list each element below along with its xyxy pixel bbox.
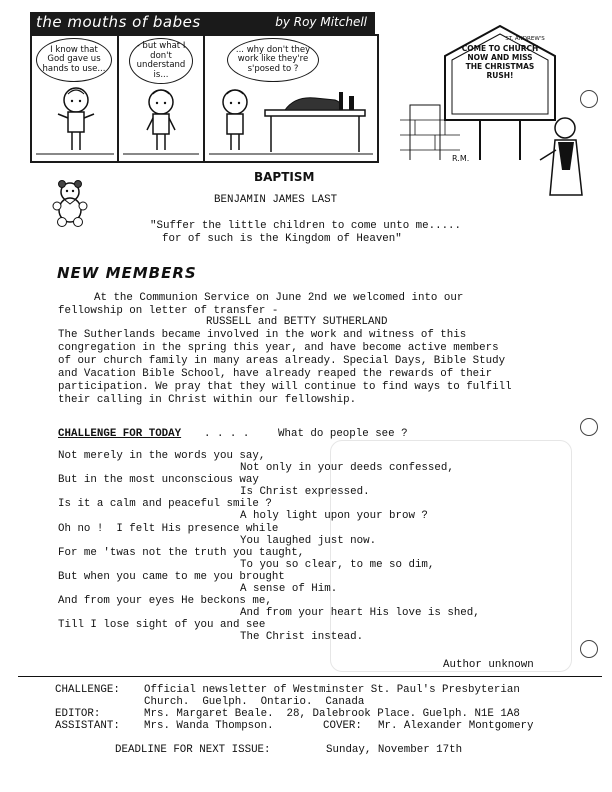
poem-line: Is Christ expressed.	[240, 486, 370, 499]
comic-panel-1	[30, 34, 119, 163]
new-members-body	[58, 329, 512, 407]
poem-author: Author unknown	[443, 659, 534, 671]
cover-label: COVER:	[323, 720, 362, 732]
child-at-table-illustration	[205, 80, 377, 160]
baptism-name: BENJAMIN JAMES LAST	[214, 194, 338, 206]
new-members-intro-line2: fellowship on letter of transfer -	[58, 305, 279, 317]
editor-value: Mrs. Margaret Beale. 28, Dalebrook Place. Guelph. N1E 1A8	[144, 708, 520, 720]
poem-line: And from your eyes He beckons me,	[58, 595, 272, 608]
body-line: participation. We pray that they will continue to find ways to fulfill	[58, 381, 512, 393]
masthead-divider	[18, 676, 602, 677]
assistant-label: ASSISTANT:	[55, 720, 120, 732]
poem-line: Till I lose sight of you and see	[58, 619, 266, 632]
child-figure-2-illustration	[119, 82, 203, 160]
poem-line: Not only in your deeds confessed,	[240, 462, 454, 475]
speech-bubble-1-text: I know that God gave us hands to use...	[42, 44, 106, 74]
poem-line: But in the most unconscious way	[58, 474, 259, 487]
poem-line: Oh no ! I felt His presence while	[58, 522, 279, 535]
poem-line: The Christ instead.	[240, 631, 364, 644]
sign-message: COME TO CHURCH NOW AND MISS THE CHRISTMAS RUSH!	[461, 44, 539, 80]
poem-line: But when you came to me you brought	[58, 570, 285, 583]
baptism-verse-line1: "Suffer the little children to come unto me.....	[150, 220, 462, 232]
speech-bubble-2-text: - but what I don't understand is...	[136, 41, 186, 80]
comic-header	[30, 12, 375, 34]
speech-bubble-1	[36, 38, 112, 82]
poem-line: And from your heart His love is shed,	[240, 607, 480, 620]
new-members-names: RUSSELL and BETTY SUTHERLAND	[206, 316, 388, 328]
assistant-value: Mrs. Wanda Thompson.	[144, 720, 274, 732]
poem-line: A holy light upon your brow ?	[240, 510, 428, 523]
poem-line: Is it a calm and peaceful smile ?	[58, 498, 272, 511]
poem-line: You laughed just now.	[240, 534, 377, 547]
body-line: and Vacation Bible School, have already reaped the rewards of their	[58, 368, 493, 380]
punch-hole-top	[580, 90, 598, 108]
new-members-intro-line1: At the Communion Service on June 2nd we welcomed into our	[94, 292, 464, 304]
comic-byline: by Roy Mitchell	[275, 15, 367, 29]
speech-bubble-2	[129, 38, 193, 84]
teddy-bear-icon	[45, 178, 95, 228]
punch-hole-bottom	[580, 640, 598, 658]
cartoon-initials: R.M.	[452, 154, 470, 163]
newsletter-description-line1: Official newsletter of Westminster St. Paul's Presbyterian	[144, 684, 520, 696]
comic-panel-2	[117, 34, 205, 163]
speech-bubble-3	[227, 38, 319, 82]
challenge-heading: CHALLENGE FOR TODAY	[58, 428, 182, 440]
editor-label: EDITOR:	[55, 708, 101, 720]
poem-line: To you so clear, to me so dim,	[240, 558, 435, 571]
punch-hole-middle	[580, 418, 598, 436]
body-line: congregation in the spring this year, and have become active members	[58, 342, 499, 354]
baptism-heading: BAPTISM	[254, 170, 315, 184]
poem-line: Not merely in the words you say,	[58, 450, 266, 462]
deadline-value: Sunday, November 17th	[326, 744, 463, 756]
challenge-dots: . . . .	[204, 428, 250, 440]
comic-title: the mouths of babes	[36, 13, 201, 31]
sign-church-name: ST. ANDREW'S	[505, 36, 545, 42]
body-line: The Sutherlands became involved in the work and witness of this	[58, 329, 467, 341]
body-line: their calling in Christ within our fellowship.	[58, 394, 357, 406]
speech-bubble-3-text: ... why don't they work like they're s'posed to ?	[235, 44, 311, 74]
cover-value: Mr. Alexander Montgomery	[378, 720, 534, 732]
poem-line: For me 'twas not the truth you taught,	[58, 546, 305, 559]
deadline-label: DEADLINE FOR NEXT ISSUE:	[115, 744, 271, 756]
body-line: of our church family in many areas already. Special Days, Bible Study	[58, 355, 506, 367]
new-members-heading: NEW MEMBERS	[57, 264, 197, 282]
child-figure-1-illustration	[32, 80, 117, 160]
baptism-verse-line2: for of such is the Kingdom of Heaven"	[162, 233, 402, 245]
newsletter-description-line2: Church. Guelph. Ontario. Canada	[144, 696, 365, 708]
challenge-label: CHALLENGE:	[55, 684, 120, 696]
poem	[58, 450, 480, 644]
poem-line: A sense of Him.	[240, 583, 338, 596]
comic-panel-3	[203, 34, 379, 163]
challenge-question: What do people see ?	[278, 428, 408, 440]
